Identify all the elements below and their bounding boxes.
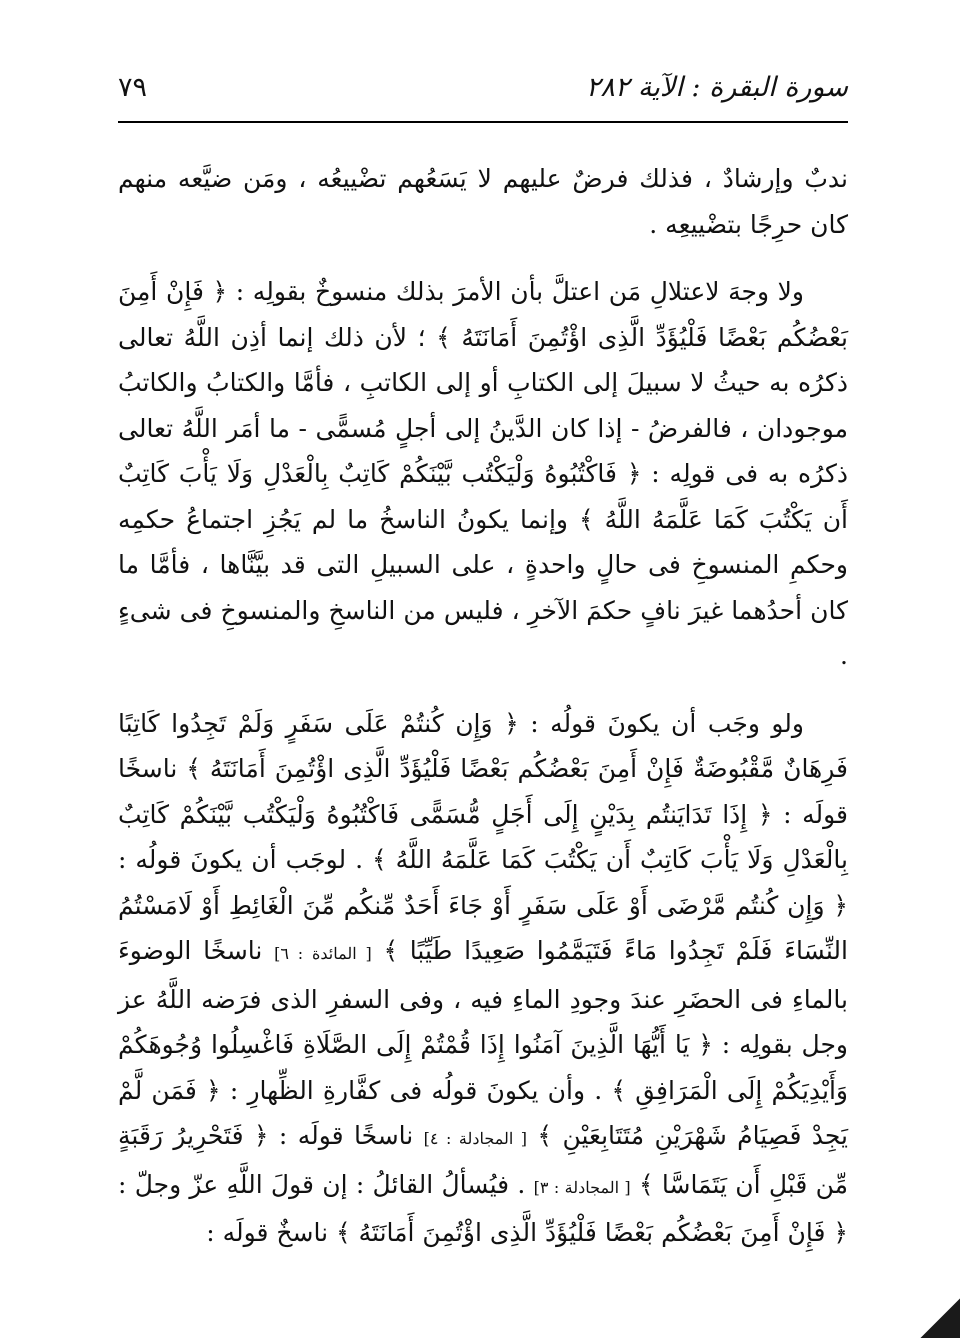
- verse-reference: [ المجادلة : ٣]: [533, 1177, 631, 1197]
- paragraph-1: ندبٌ وإرشادٌ ، فذلك فرضٌ عليهم لا يَسَعُهم تضْييعُه ، ومَن ضيَّعه منهم كان حرِجًا بتضْييعِه .: [118, 164, 848, 239]
- paragraph-3-part-a: ولو وجَب أن يكونَ قولُه : ﴿ وَإِن كُنتُمْ عَلَى سَفَرٍ وَلَمْ تَجِدُوا كَاتِبًا فَرِهَانٌ مَّقْبُوضَةٌ فَإِنْ أَمِنَ بَعْضُكُم بَعْضًا فَلْيُؤَدِّ الَّذِى اؤْتُمِنَ أَمَانَتَهُ ﴾ ناسخًا قولَه : ﴿ إِذَا تَدَايَنتُم بِدَيْنٍ إِلَى أَجَلٍ مُّسَمًّى فَاكْتُبُوهُ وَلْيَكْتُب بَّيْنَكُمْ كَاتِبٌ بِالْعَدْلِ وَلَا يَأْبَ كَاتِبٌ أَن يَكْتُبَ كَمَا عَلَّمَهُ اللَّهُ ﴾ . لوجَب أن يكونَ قولُه : ﴿ وَإِن كُنتُم مَّرْضَى أَوْ عَلَى سَفَرٍ أَوْ جَاءَ أَحَدٌ مِّنكُم مِّنَ الْغَائِطِ أَوْ لَامَسْتُمُ النِّسَاءَ فَلَمْ تَجِدُوا مَاءً فَتَيَمَّمُوا صَعِيدًا طَيِّبًا ﴾: [118, 708, 848, 965]
- page-corner-shadow: [920, 1298, 960, 1338]
- paragraph-3-part-c: ناسخًا قولَه : ﴿ فَتَحْرِيرُ رَقَبَةٍ مِّن قَبْلِ أَن يَتَمَاسَّا ﴾: [118, 1121, 848, 1199]
- running-title: سورة البقرة : الآية ٢٨٢: [585, 72, 848, 103]
- header-rule: [118, 121, 848, 123]
- paragraph-3-part-d: . فيُسألُ القائلُ : إن قولَ اللَّهِ عزّ وجلّ : ﴿ فَإِنْ أَمِنَ بَعْضُكُم بَعْضًا فَلْيُؤَدِّ الَّذِى اؤْتُمِنَ أَمَانَتَهُ ﴾ ناسخٌ قولَه :: [118, 1169, 848, 1247]
- page-header: [118, 72, 848, 116]
- page-number: ٧٩: [118, 72, 148, 103]
- verse-reference: [ المائدة : ٦]: [274, 944, 372, 963]
- paragraph-3: [118, 701, 848, 1256]
- paragraph-3-part-b: ناسخًا الوضوءَ بالماءِ فى الحضَرِ عندَ وجودِ الماءِ فيه ، وفى السفرِ الذى فرَضه اللَّهُ عز وجل بقولِه : ﴿ يَا أَيُّهَا الَّذِينَ آمَنُوا إِذَا قُمْتُمْ إِلَى الصَّلَاةِ فَاغْسِلُوا وُجُوهَكُمْ وَأَيْدِيَكُمْ إِلَى الْمَرَافِقِ ﴾ . وأن يكونَ قولُه فى كفَّارةِ الظِّهارِ : ﴿ فَمَن لَّمْ يَجِدْ فَصِيَامُ شَهْرَيْنِ مُتَتَابِعَيْنِ ﴾: [118, 936, 849, 1150]
- paragraph-2: ولا وجهَ لاعتلالِ مَن اعتلَّ بأن الأمرَ بذلك منسوخٌ بقولِه : ﴿ فَإِنْ أَمِنَ بَعْضُكُم بَعْضًا فَلْيُؤَدِّ الَّذِى اؤْتُمِنَ أَمَانَتَهُ ﴾ ؛ لأن ذلك إنما أذِن اللَّهُ تعالى ذكرُه به حيثُ لا سبيلَ إلى الكتابِ أو إلى الكاتبِ ، فأمَّا والكتابُ والكاتبُ موجودان ، فالفرضُ - إذا كان الدَّينُ إلى أجلٍ مُسمًّى - ما أمَر اللَّهُ تعالى ذكرُه به فى قولِه : ﴿ فَاكْتُبُوهُ وَلْيَكْتُب بَّيْنَكُمْ كَاتِبٌ بِالْعَدْلِ وَلَا يَأْبَ كَاتِبٌ أَن يَكْتُبَ كَمَا عَلَّمَهُ اللَّهُ ﴾ وإنما يكونُ الناسخُ ما لم يَجُزِ اجتماعُ حكمِه وحكمِ المنسوخِ فى حالٍ واحدةٍ ، على السبيلِ التى قد بيَّنَّاها ، فأمَّا ما كان أحدُهما غيرَ نافٍ حكمَ الآخرِ ، فليس من الناسخِ والمنسوخِ فى شىءٍ .: [118, 277, 848, 670]
- page-body: [118, 156, 848, 1256]
- verse-reference: [ المجادلة : ٤]: [423, 1129, 528, 1148]
